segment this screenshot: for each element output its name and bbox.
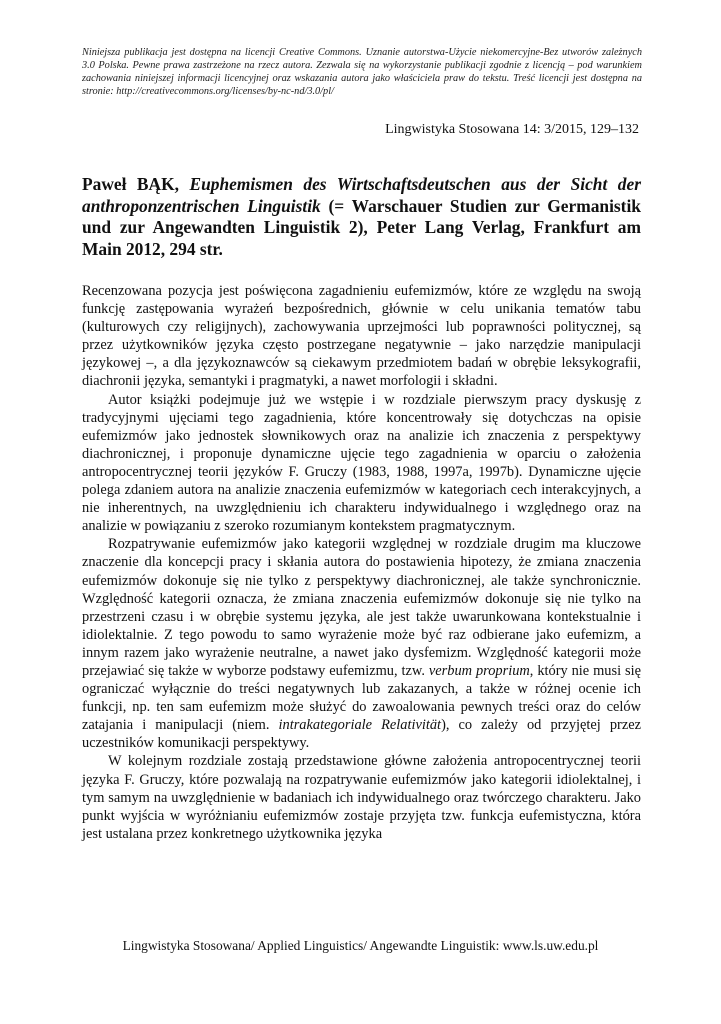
license-notice: Niniejsza publikacja jest dostępna na licencji Creative Commons. Uznanie autorstwa-Użycie niekomercyjne-Bez utworów zależnych 3.0 Polska. Pewne prawa zastrzeżone na rzecz autora. Zezwala się na wykorzystanie publikacji zgodnie z licencją – pod warunkiem zachowania niniejszej informacji licencyjnej oraz wskazania autora jako właściciela praw do tekstu. Treść licencji jest dostępna na stronie: http://creativecommons.org/licenses/by-nc-nd/3.0/pl/ bbox=[82, 47, 642, 97]
paragraph-3-part-b: , który nie musi się ograniczać wyłącznie do treści negatywnych lub zakazanych, a także w różnej ocenie ich funkcji, np. ten sam eufemizm może służyć do zawoalowania pewnych treści oraz do celów zatajania i manipulacji (niem. bbox=[82, 662, 641, 734]
paragraph-1: Recenzowana pozycja jest poświęcona zagadnieniu eufemizmów, które ze względu na swoją funkcję zastępowania wyrażeń bezpośrednich, głównie w celu unikania tematów tabu (kulturowych czy religijnych), zachowywania uprzejmości lub poprawności politycznej, są przez użytkowników języka często postrzegane negatywnie – jako narzędzie manipulacji językowej –, a dla językoznawców są ciekawym przedmiotem badań w obrębie leksykografii, diachronii języka, semantyki i pragmatyki, a nawet morfologii i składni. bbox=[82, 283, 641, 390]
paragraph-4: W kolejnym rozdziale zostają przedstawione główne założenia antropocentrycznej teorii języka F. Gruczy, które pozwalają na rozpatrywanie eufemizmów jako kategorii idiolektalnej, i tym samym na uwzględnienie w badaniach ich indywidualnego oraz twórczego charakteru. Jako punkt wyjścia w wyróżnianiu eufemizmów zostaje przyjęta tzw. funkcja eufemistyczna, która jest ustalana przez konkretnego użytkownika języka bbox=[82, 753, 641, 842]
review-heading bbox=[82, 174, 641, 260]
term-verbum-proprium: verbum proprium bbox=[428, 662, 530, 679]
page-footer: Lingwistyka Stosowana/ Applied Linguistics/ Angewandte Linguistik: www.ls.uw.edu.pl bbox=[122, 938, 599, 953]
journal-reference: Lingwistyka Stosowana 14: 3/2015, 129–132 bbox=[385, 122, 639, 137]
paragraph-3-part-a: Rozpatrywanie eufemizmów jako kategorii względnej w rozdziale drugim ma kluczowe znaczenie dla koncepcji pracy i skłania autora do postawienia hipotezy, że zmiana znaczenia eufemizmów dokonuje się nie tylko z perspektywy diachronicznej, ale także synchronicznie. Względność kategorii oznacza, że zmiana znaczenia eufemizmów dokonuje się nie tylko na przestrzeni czasu i w obrębie systemu języka, ale jest także uwarunkowana kontekstualnie i idiolektalnie. Z tego powodu to samo wyrażenie może być raz odbierane jako eufemizm, a innym razem jako wyrażenie neutralne, a nawet jako dysfemizm. Względność kategorii może przejawiać się także w wyborze podstawy eufemizmu, tzw. bbox=[82, 536, 641, 679]
book-title: Euphemismen des Wirtschaftsdeutschen aus der Sicht der anthroponzentrischen Linguistik bbox=[82, 174, 641, 216]
paragraph-2: Autor książki podejmuje już we wstępie i w rozdziale pierwszym pracy dyskusję z tradycyjnymi ujęciami tego zagadnienia, które koncentrowały się dotychczas na opisie eufemizmów jako jednostek słownikowych oraz na analizie ich znaczenia z perspektywy diachronicznej, i proponuje dynamiczne ujęcie tego zagadnienia w oparciu o założenia antropocentrycznej teorii języków F. Gruczy (1983, 1988, 1997a, 1997b). Dynamiczne ujęcie polega zdaniem autora na analizie znaczenia eufemizmów w kategoriach cech interakcyjnych, a nie inherentnych, na uwzględnieniu ich charakteru indywidualnego i względnego oraz na analizie w powiązaniu z szeroko rozumianym kontekstem pragmatycznym. bbox=[82, 391, 641, 535]
book-author: Paweł BĄK, bbox=[82, 174, 179, 194]
book-details: (= Warschauer Studien zur Germanistik und zur Angewandten Linguistik 2), Peter Lang Verlag, Frankfurt am Main 2012, 294 str. bbox=[82, 195, 641, 259]
term-intrakategoriale-relativitat: intrakategoriale Relativität bbox=[278, 717, 442, 734]
paragraph-3 bbox=[82, 535, 641, 752]
review-body bbox=[82, 282, 641, 843]
paragraph-3-part-c: ), co zależy od przyjętej przez uczestników komunikacji perspektywy. bbox=[82, 717, 641, 752]
